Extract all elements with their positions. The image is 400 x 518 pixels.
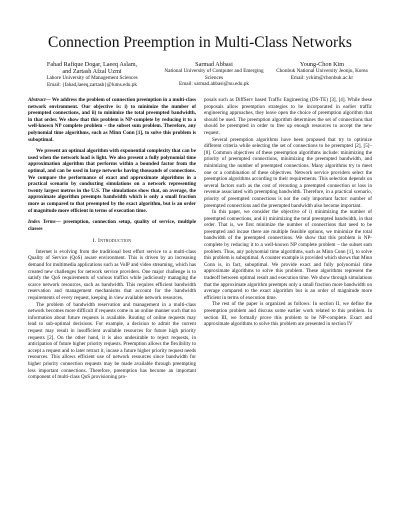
- abstract: [28, 97, 196, 143]
- index-terms: [28, 219, 196, 232]
- body-paragraph: Several preemption algorithms have been proposed that try to optimize different criteria while selecting the set of connections to be preempted [2], [5]–[8]. Common objectives of these preemption algorithms include: minimizing the priority of preempted connections, minimizing the preempted bandwidth, and minimizing the number of preempted connections. Many algorithms try to meet one or a combination of these objectives. Network service providers select the preemption algorithms according to their requirements. This selection depends on several factors such as the cost of rerouting a preempted connection or loss in revenue associated with preempting bandwidth. Therefore, in a practical scenario, priority of preempted connections is not the only important factor: number of preempted connections and the preempted bandwidth also become important.: [204, 136, 372, 209]
- author-names: Sarmad Abbasi: [195, 61, 233, 68]
- author-group-chonbuk: [272, 61, 372, 88]
- author-names: Fahad Rafique Dogar, Laeeq Aslam,: [46, 61, 138, 68]
- body-paragraph: Internet is evolving from the traditional best effort service to a multi-class Quality of Service (QoS) aware environment. This is driven by an increasing demand for multimedia applications such as VoIP and video streaming, which has created new challenges for network service providers. One major challenge is to satisfy the QoS requirements of various traffics while judiciously managing the scarce network resources, such as bandwidth. This requires efficient bandwidth reservation and management mechanisms that account for the bandwidth requirements of every request, keeping in view available network resources.: [28, 248, 196, 302]
- author-affiliation: Lahore University of Management Sciences: [46, 75, 138, 81]
- paper-title: Connection Preemption in Multi-Class Networks: [48, 34, 352, 51]
- index-terms-lead: Index Terms: [28, 219, 56, 226]
- author-email: Email: sarmad.abbasi@nu.edu.pk: [179, 81, 249, 87]
- author-names-cont: and Zartash Afzal Uzmi: [62, 68, 122, 75]
- abstract-lead: Abstract: [28, 97, 46, 103]
- author-affiliation: National University of Computer and Emerging Sciences: [164, 68, 264, 81]
- author-affiliation: Chonbuk National University Jeonju, Korea: [276, 68, 368, 74]
- body-paragraph: The rest of the paper is organized as follows: In section II, we define the preemption problem and discuss some earlier work related to this problem. In section III, we formally prove this problem to be NP-complete. Exact and approximate algorithms to solve this problem are presented in section IV: [204, 301, 372, 328]
- body-paragraph: In this paper, we consider the objective of i) minimizing the number of preempted connections, and ii) minimizing the total preempted bandwidth, in that order. That is, we first minimize the number of connections that need to be preempted and incase there are multiple feasible options, we minimize the total bandwidth of the preempted connections. We show that this problem is NP-complete by reducing it to a well-known NP complete problem – the subset sum problem. Thus, any polynomial time algorithms, such as Minn Conn [1], to solve this problem is suboptimal. A counter example is provided which shows that Minn Conn is, in fact, suboptimal. We provide exact and fully polynomial time approximate algorithms to solve this problem. These algorithms represent the tradeoff between optimal result and execution time. We show through simulations that the approximate algorithm preempts only a small fraction more bandwidth on average compared to the exact algorithm but is an order of magnitude more efficient in terms of execution time.: [204, 209, 372, 301]
- author-names: Young-Chon Kim: [299, 61, 345, 68]
- body-paragraph: The problem of bandwidth reservation and management in a multi-class network becomes more difficult if requests come in an online manner such that no information about future requests is available. Routing of online requests may lead to sub-optimal decisions. For example, a decision to admit the current request may result in insufficient available resources for future high priority requests [2]. On the other hand, it is also undesirable to reject requests, in anticipation of future higher priority requests. Preemption allows the flexibility to accept a request and to later retract it, incase a future higher priority request needs resources. This allows efficient use of network resources since bandwidth for higher priority connection requests may be made available through preempting less important connections. Therefore, preemption has become an important component of multi-class QoS provisioning pro-: [28, 301, 196, 381]
- section-heading-introduction: I. Introduction: [92, 238, 132, 245]
- right-column: [204, 97, 372, 381]
- author-block: [28, 61, 372, 88]
- author-email: Email: {fahad,laeeq,zartash}@lums.edu.pk: [47, 81, 137, 88]
- left-column: [28, 97, 196, 381]
- index-terms-text: — preemption, connection setup, quality of service, multiple classes: [28, 219, 197, 232]
- author-email: Email: yckim@chonbuk.ac.kr: [290, 74, 354, 81]
- abstract-text: — We address the problem of connection preemption in a multi-class network environment. Our objective is: i) to minimize the number of preempted connections, and ii) to minimize the total preempted bandwidth, in that order. We show that this problem is NP-complete by reducing it to a well-known NP complete problem – the subset sum problem. Therefore, any polynomial time algorithms, such as Minn Conn [1], to solve this problem is suboptimal.: [28, 97, 196, 143]
- author-group-lums: [28, 61, 156, 88]
- two-column-body: [28, 97, 372, 381]
- author-group-nu: [162, 61, 266, 88]
- body-paragraph: posals such as DiffServ based Traffic Engineering (DS-TE) [3], [4]. While these proposals allow preemption strategies to be incorporated in earlier traffic engineering approaches, they leave open the choice of preemption algorithm that should be used. The preemption algorithm determines the set of connections that should be preempted in order to free up enough resources to accept the new request.: [204, 97, 372, 136]
- abstract-paragraph-2: We present an optimal algorithm with exponential complexity that can be used when the network load is light. We also present a fully polynomial time approximation algorithm that performs within a bounded factor from the optimal, and can be used in large networks having thousands of connections. We compare the performance of exact and approximate algorithms in a practical scenario by conducting simulations on a network representing twenty largest metros in the U.S. The simulations show that, on average, the approximate algorithm preempts bandwidth which is only a small fraction more as compared to that preempted by the exact algorithm, but is an order of magnitude more efficient in terms of execution time.: [28, 148, 196, 214]
